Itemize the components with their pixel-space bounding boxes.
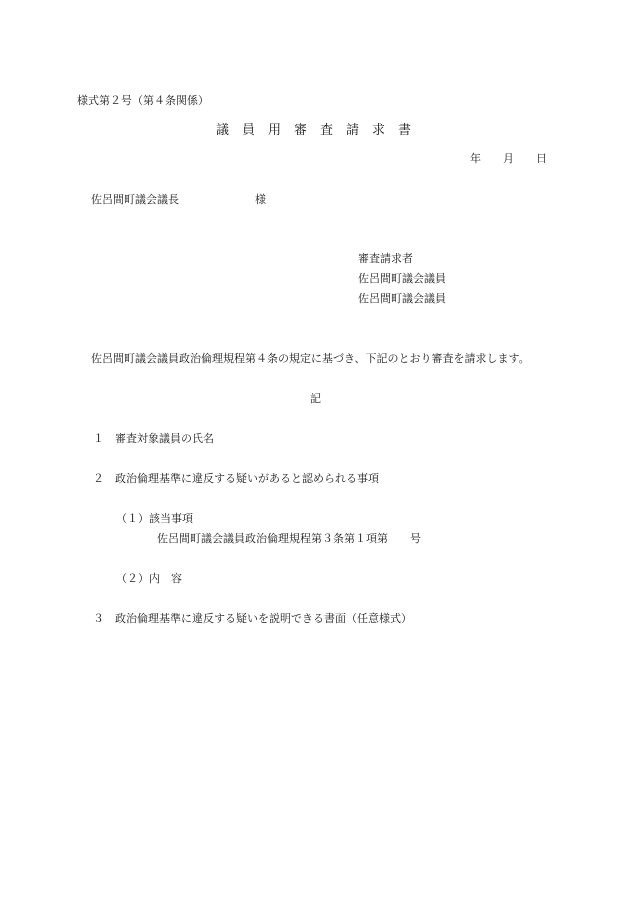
subitem-2-label: （２）内 容 <box>116 572 182 585</box>
item-2-text: 政治倫理基準に違反する疑いがあると認められる事項 <box>115 472 379 485</box>
item-2-number: ２ <box>93 472 104 485</box>
subitem-1-detail: 佐呂間町議会議員政治倫理規程第３条第１項第 号 <box>157 532 421 545</box>
requester-label: 審査請求者 <box>358 252 413 265</box>
item-1-number: １ <box>93 432 104 445</box>
item-3-number: ３ <box>93 612 104 625</box>
addressee-name: 佐呂間町議会議長 <box>91 193 179 206</box>
addressee-honorific: 様 <box>255 193 266 206</box>
date-line: 年 月 日 <box>470 152 547 165</box>
requester-line-1: 佐呂間町議会議員 <box>358 272 446 285</box>
form-label: 様式第２号（第４条関係） <box>77 94 209 107</box>
item-1-text: 審査対象議員の氏名 <box>115 432 214 445</box>
item-3-text: 政治倫理基準に違反する疑いを説明できる書面（任意様式） <box>115 612 412 625</box>
requester-line-2: 佐呂間町議会議員 <box>358 292 446 305</box>
ki-heading: 記 <box>310 392 321 405</box>
body-text: 佐呂間町議会議員政治倫理規程第４条の規定に基づき、下記のとおり審査を請求します。 <box>91 352 530 365</box>
document-title: 議 員 用 審 査 請 求 書 <box>216 123 412 138</box>
subitem-1-label: （１）該当事項 <box>116 512 193 525</box>
